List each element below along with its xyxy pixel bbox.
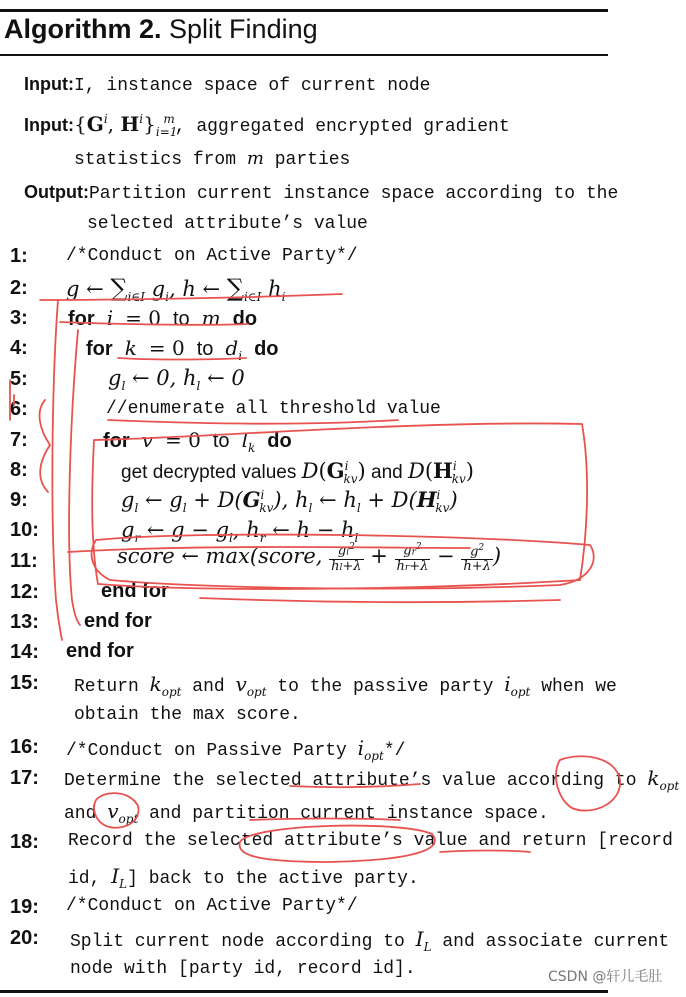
l15-c: to the passive party bbox=[277, 677, 494, 697]
l20-b: and associate current bbox=[442, 932, 670, 952]
kw-for: for bbox=[103, 430, 130, 452]
algo-line-17: Determine the selected attribute’s value according to $k_{opt}$ bbox=[64, 766, 680, 793]
algo-line-3 bbox=[68, 306, 257, 332]
kw-do: do bbox=[267, 430, 292, 452]
line-number: 15: bbox=[10, 672, 39, 694]
algo-line-17-cont: and $v_{opt}$ and partition current instance space. bbox=[64, 799, 549, 826]
l15-d: when we bbox=[541, 677, 617, 697]
eq-zero: = 0 bbox=[148, 336, 185, 360]
kw-for: for bbox=[86, 338, 113, 360]
l16-tail: */ bbox=[383, 741, 406, 761]
l17-b: and bbox=[64, 804, 97, 824]
input-desc-b: statistics from bbox=[74, 150, 237, 170]
line-number: 11: bbox=[10, 550, 38, 572]
var-i: i bbox=[106, 306, 114, 330]
algo-line-18: Record the selected attribute’s value and return [record bbox=[68, 831, 673, 851]
output-line bbox=[24, 182, 618, 204]
line8-text: get decrypted values bbox=[121, 462, 297, 483]
line-number: 5: bbox=[10, 368, 28, 390]
algorithm-name: Split Finding bbox=[169, 14, 318, 44]
var-m: m bbox=[246, 148, 264, 169]
underline-score-b bbox=[200, 598, 560, 602]
kw-to: to bbox=[172, 308, 190, 330]
line-number: 14: bbox=[10, 641, 39, 663]
algo-line-7 bbox=[103, 428, 292, 455]
algorithm-title bbox=[4, 14, 318, 45]
line-number: 16: bbox=[10, 736, 39, 758]
line-number: 7: bbox=[10, 429, 28, 451]
eq-zero: = 0 bbox=[165, 428, 201, 452]
algo-line-4 bbox=[86, 336, 279, 363]
line-number: 10: bbox=[10, 519, 39, 541]
top-rule bbox=[0, 9, 608, 12]
line-number: 12: bbox=[10, 581, 39, 603]
eq-zero: = 0 bbox=[125, 306, 161, 330]
kw-do: do bbox=[232, 308, 258, 330]
line-number: 2: bbox=[10, 277, 28, 299]
l20-a: Split current node according to bbox=[70, 932, 405, 952]
line-number: 19: bbox=[10, 896, 39, 918]
algo-line-15-cont: obtain the max score. bbox=[74, 705, 301, 725]
l18-c: ] back to the active party. bbox=[127, 869, 419, 889]
sub-i: i bbox=[238, 349, 243, 363]
algo-line-14: end for bbox=[66, 640, 134, 662]
l16-text: /*Conduct on Passive Party bbox=[66, 741, 347, 761]
input-desc-a: , aggregated encrypted gradient bbox=[174, 117, 510, 137]
algo-line-5: $g_l$ ← 0, $h_l$ ← 0 bbox=[108, 366, 245, 393]
algo-line-20-cont: node with [party id, record id]. bbox=[70, 959, 416, 979]
algo-line-11: score ← max(score, $\frac{gl^2}{hl+\lambda}$ + $\frac{gr^2}{hr+\lambda}$ − $\frac{g^2}{h+\lambda}$ ) bbox=[117, 542, 502, 575]
output-desc-b: selected attribute’s value bbox=[87, 214, 368, 234]
line-number: 8: bbox=[10, 459, 28, 481]
algo-line-10: $g_r$ ← $g - g_l$, $h_r$ ← $h - h_l$ bbox=[121, 518, 359, 545]
line-number: 18: bbox=[10, 831, 39, 853]
algo-line-19: /*Conduct on Active Party*/ bbox=[66, 896, 358, 916]
algo-line-2: g ← $\sum_{i\in I}$ $g_i$, h ← $\sum_{i\in I}$ $h_i$ bbox=[66, 274, 286, 304]
input-line-1 bbox=[24, 74, 430, 96]
line-number: 3: bbox=[10, 307, 28, 329]
output-keyword: Output: bbox=[24, 182, 89, 202]
bracket-loop-k bbox=[69, 330, 80, 625]
line-number: 1: bbox=[10, 245, 28, 267]
var-k: k bbox=[124, 336, 137, 360]
line-number: 20: bbox=[10, 927, 39, 949]
bottom-rule bbox=[0, 990, 608, 993]
brace-left bbox=[40, 400, 50, 492]
kw-do: do bbox=[254, 338, 279, 360]
l18-b: id, bbox=[68, 869, 101, 889]
input-math: {$G^i$, $H^i\}_{i=1}^m$ bbox=[73, 112, 178, 139]
line-number: 6: bbox=[10, 398, 28, 420]
l17-c: and partition current instance space. bbox=[149, 804, 549, 824]
algo-line-15: Return $k_{opt}$ and $v_{opt}$ to the passive party $i_{opt}$ when we bbox=[74, 672, 617, 699]
output-desc-a: Partition current instance space according to the bbox=[88, 184, 619, 204]
l15-b: and bbox=[192, 677, 225, 697]
input-keyword: Input: bbox=[24, 74, 74, 94]
kw-to: to bbox=[196, 338, 214, 360]
algo-line-13: end for bbox=[84, 610, 152, 632]
algorithm-number: Algorithm 2. bbox=[4, 14, 162, 44]
var-d: d bbox=[225, 336, 239, 360]
input-desc: I, instance space of current node bbox=[73, 76, 431, 96]
algo-line-12: end for bbox=[101, 580, 169, 602]
algo-line-18-cont: id, $I_L$] back to the active party. bbox=[68, 864, 419, 891]
watermark: CSDN @轩儿毛肚 bbox=[548, 969, 663, 985]
title-rule bbox=[0, 54, 608, 56]
input-keyword-2: Input: bbox=[24, 115, 74, 135]
line-number: 9: bbox=[10, 489, 28, 511]
algo-line-9: $g_l$ ← $g_l + D(G^i_{kv})$, $h_l$ ← $h_l + D(H^i_{kv})$ bbox=[121, 487, 458, 515]
line8-and: and bbox=[371, 462, 403, 483]
line-number: 13: bbox=[10, 611, 39, 633]
line-number: 4: bbox=[10, 337, 28, 359]
sub-k: k bbox=[247, 441, 256, 455]
algo-line-16: /*Conduct on Passive Party $i_{opt}*/$ bbox=[66, 736, 406, 763]
var-m: m bbox=[201, 306, 221, 330]
line-number: 17: bbox=[10, 767, 39, 789]
bracket-loop-i bbox=[52, 300, 62, 640]
algo-line-1: /*Conduct on Active Party*/ bbox=[66, 246, 358, 266]
output-line-cont bbox=[87, 214, 368, 234]
var-v: v bbox=[141, 428, 153, 452]
algo-line-6: //enumerate all threshold value bbox=[106, 399, 441, 419]
input-desc-c: parties bbox=[274, 150, 351, 170]
algo-line-20: Split current node according to $I_L$ and associate current bbox=[70, 927, 670, 954]
underline-line-6 bbox=[108, 420, 398, 424]
input-line-2 bbox=[24, 112, 510, 139]
algo-line-8: get decrypted values $D(G^i_{kv})$ and $D(H^i_{kv})$ bbox=[121, 458, 474, 486]
l15-a: Return bbox=[74, 677, 139, 697]
input-line-2-cont bbox=[74, 148, 350, 170]
var-l: l bbox=[241, 428, 248, 452]
l17-a: Determine the selected attribute’s value according to bbox=[64, 771, 637, 791]
kw-to: to bbox=[212, 430, 230, 452]
kw-for: for bbox=[68, 308, 95, 330]
